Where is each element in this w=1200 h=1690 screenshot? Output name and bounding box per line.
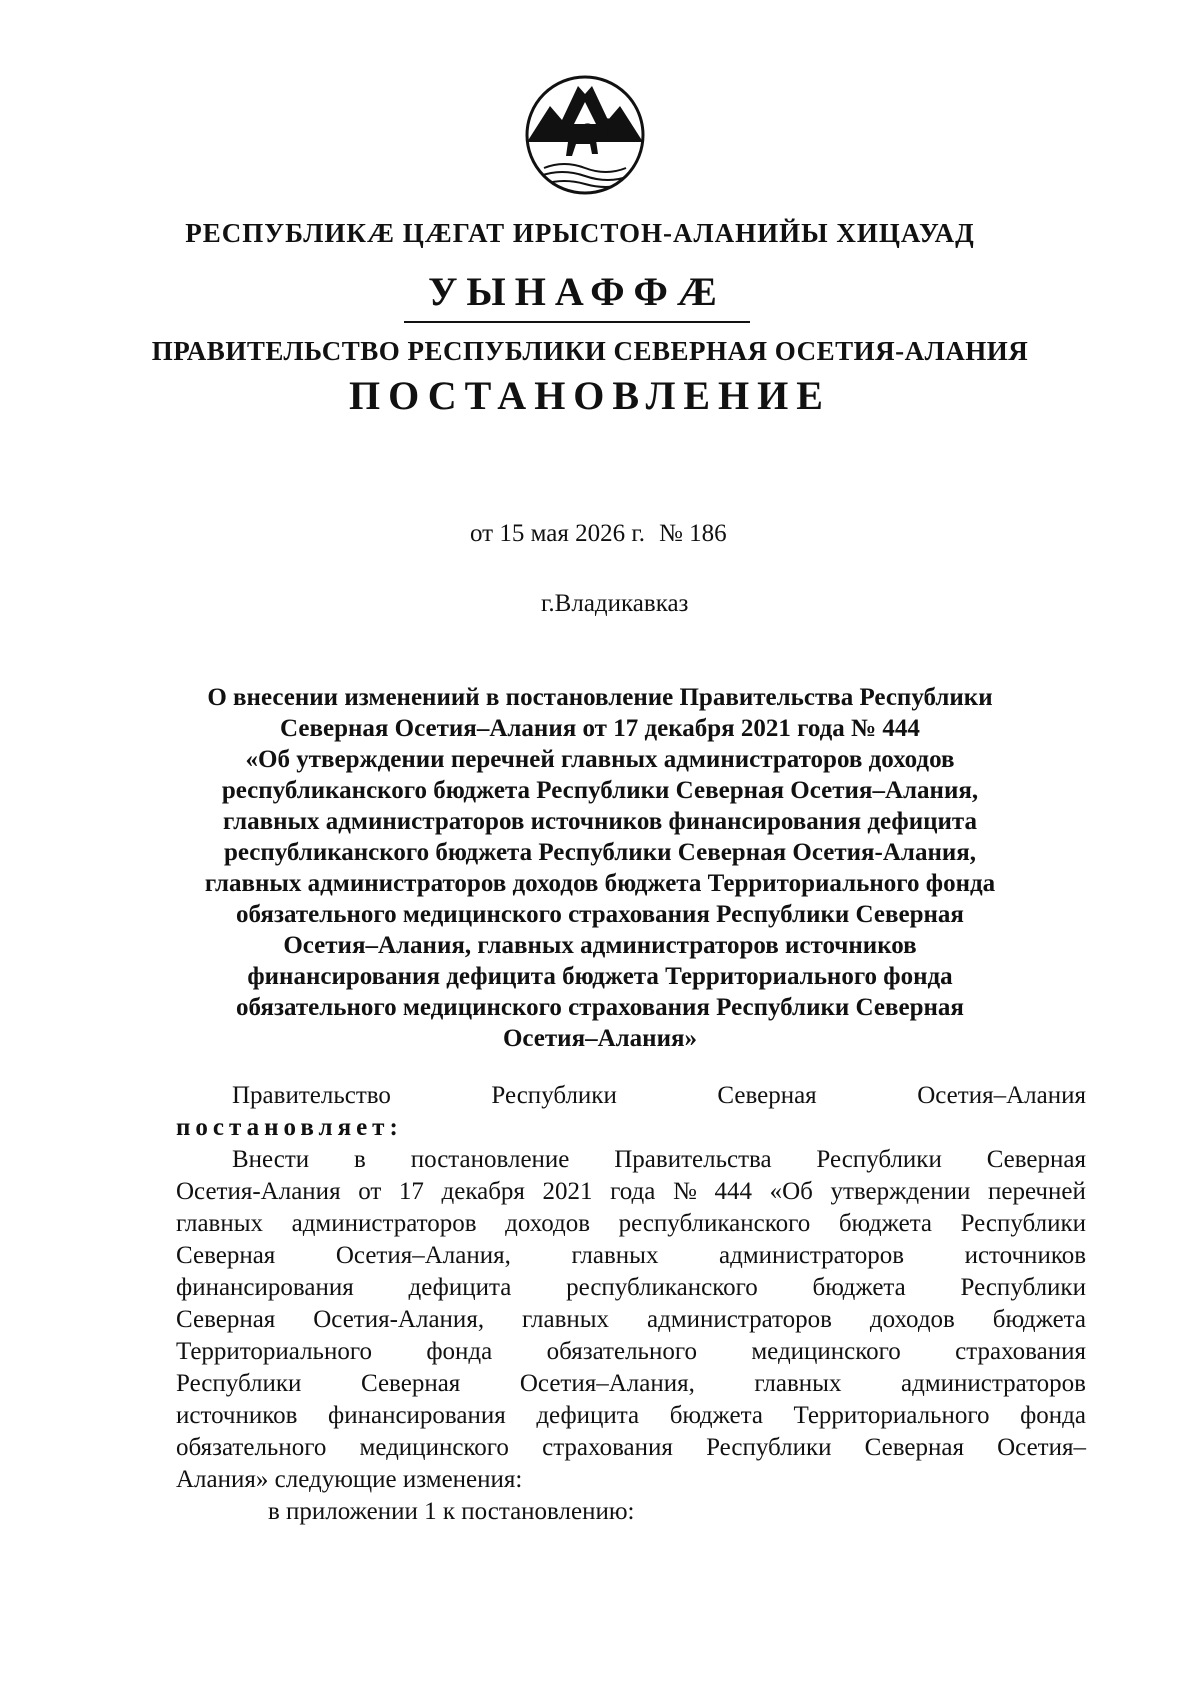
subject-line: О внесении изменениий в постановление Правительства Республики xyxy=(207,684,993,711)
body-line: в приложении 1 к постановлению: xyxy=(268,1498,635,1525)
ossetian-authority-title: РЕСПУБЛИКÆ ЦÆГАТ ИРЫСТОН-АЛАНИЙЫ ХИЦАУАД xyxy=(185,218,975,248)
body-line xyxy=(176,1400,1086,1432)
subject-line: республиканского бюджета Республики Северная Осетия-Алания, xyxy=(223,839,977,866)
word: республиканского xyxy=(566,1274,758,1301)
subject-line: финансирования дефицита бюджета Территориального фонда xyxy=(247,963,953,990)
word: Северная xyxy=(717,1082,817,1109)
word: Северная xyxy=(176,1306,276,1333)
body-line xyxy=(176,1240,1086,1272)
word: фонда xyxy=(426,1338,493,1365)
body-line xyxy=(176,1304,1086,1336)
word: 2021 xyxy=(542,1178,593,1205)
word: Республики xyxy=(491,1082,617,1109)
word: медицинского xyxy=(359,1434,509,1461)
body-line xyxy=(176,1080,1086,1112)
word: Северная xyxy=(864,1434,964,1461)
word: финансирования xyxy=(328,1402,506,1429)
body-paragraph-1 xyxy=(176,1080,1086,1144)
word: бюджета xyxy=(669,1402,763,1429)
word: перечней xyxy=(987,1178,1086,1205)
word: администраторов xyxy=(901,1370,1086,1397)
subject-line: Северная Осетия–Алания от 17 декабря 2021 года № 444 xyxy=(280,715,920,742)
body-paragraph-3 xyxy=(176,1496,1086,1528)
word: бюджета xyxy=(812,1274,906,1301)
word: Внести xyxy=(232,1146,310,1173)
word: Республики xyxy=(816,1146,942,1173)
word: Территориального xyxy=(793,1402,990,1429)
body-line xyxy=(176,1336,1086,1368)
word: «Об xyxy=(769,1178,813,1205)
body-line xyxy=(176,1368,1086,1400)
word: Северная xyxy=(986,1146,1086,1173)
word: Осетия-Алания xyxy=(176,1178,341,1205)
word: главных xyxy=(754,1370,842,1397)
word: Осетия–Алания, xyxy=(335,1242,511,1269)
subject-line: главных администраторов доходов бюджета Территориального фонда xyxy=(204,870,996,897)
word: Республики xyxy=(706,1434,832,1461)
word: 17 xyxy=(398,1178,424,1205)
word: утверждении xyxy=(830,1178,971,1205)
word: источников xyxy=(176,1402,298,1429)
word: года xyxy=(610,1178,656,1205)
russian-authority-title: ПРАВИТЕЛЬСТВО РЕСПУБЛИКИ СЕВЕРНАЯ ОСЕТИЯ-АЛАНИЯ xyxy=(151,336,1029,366)
word: от xyxy=(358,1178,382,1205)
body-line xyxy=(176,1272,1086,1304)
word: главных xyxy=(522,1306,610,1333)
word: страхования xyxy=(955,1338,1086,1365)
word: № xyxy=(672,1178,697,1205)
word: дефицита xyxy=(408,1274,512,1301)
body-line xyxy=(176,1208,1086,1240)
word: 444 xyxy=(714,1178,752,1205)
word: обязательного xyxy=(176,1434,327,1461)
coat-of-arms-emblem xyxy=(522,72,648,210)
word: медицинского xyxy=(751,1338,901,1365)
subject-line: обязательного медицинского страхования Республики Северная xyxy=(236,994,964,1021)
body-line xyxy=(176,1144,1086,1176)
subject-line: главных администраторов источников финансирования дефицита xyxy=(222,808,978,835)
word: Осетия-Алания, xyxy=(313,1306,485,1333)
subject-line: Осетия–Алания, главных администраторов источников xyxy=(283,932,917,959)
document-subject xyxy=(170,682,1030,1054)
word: Правительства xyxy=(614,1146,772,1173)
word: Правительство xyxy=(232,1082,391,1109)
word: главных xyxy=(176,1210,264,1237)
word: в xyxy=(354,1146,366,1173)
word: бюджета xyxy=(838,1210,933,1237)
word: дефицита xyxy=(536,1402,640,1429)
document-date: от 15 мая 2026 г. xyxy=(470,520,646,547)
resolution-keyword: постановляет: xyxy=(176,1114,403,1141)
word: Республики xyxy=(176,1370,302,1397)
word: Осетия–Алания xyxy=(917,1082,1086,1109)
header-divider xyxy=(404,321,750,323)
word: источников xyxy=(964,1242,1086,1269)
word: доходов xyxy=(505,1210,591,1237)
body-paragraph-2 xyxy=(176,1144,1086,1496)
word: администраторов xyxy=(291,1210,477,1237)
body-line xyxy=(176,1176,1086,1208)
word: страхования xyxy=(542,1434,673,1461)
document-dateline xyxy=(470,520,727,548)
word: администраторов xyxy=(719,1242,904,1269)
word: администраторов xyxy=(647,1306,832,1333)
document-number: № 186 xyxy=(659,520,727,547)
document-city: г.Владикавказ xyxy=(541,590,689,617)
word: республиканского xyxy=(618,1210,811,1237)
word: Республики xyxy=(960,1210,1086,1237)
word: Осетия– xyxy=(997,1434,1086,1461)
word: фонда xyxy=(1020,1402,1086,1429)
subject-line: «Об утверждении перечней главных администраторов доходов xyxy=(245,746,955,773)
word: главных xyxy=(571,1242,659,1269)
ossetian-document-type: УЫНАФФÆ xyxy=(428,269,726,314)
word: Северная xyxy=(360,1370,461,1397)
word: бюджета xyxy=(992,1306,1086,1333)
word: Северная xyxy=(176,1242,276,1269)
word: декабря xyxy=(441,1178,525,1205)
word: финансирования xyxy=(176,1274,354,1301)
body-line: Алания» следующие изменения: xyxy=(176,1466,523,1493)
word: Территориального xyxy=(176,1338,372,1365)
word: постановление xyxy=(410,1146,570,1173)
word: Осетия–Алания, xyxy=(519,1370,695,1397)
russian-document-type: ПОСТАНОВЛЕНИЕ xyxy=(349,373,831,418)
word: доходов xyxy=(869,1306,955,1333)
word: обязательного xyxy=(546,1338,697,1365)
subject-line: Осетия–Алания» xyxy=(502,1025,698,1052)
body-line xyxy=(176,1432,1086,1464)
subject-line: обязательного медицинского страхования Республики Северная xyxy=(236,901,964,928)
word: Республики xyxy=(960,1274,1086,1301)
subject-line: республиканского бюджета Республики Северная Осетия–Алания, xyxy=(221,777,979,804)
